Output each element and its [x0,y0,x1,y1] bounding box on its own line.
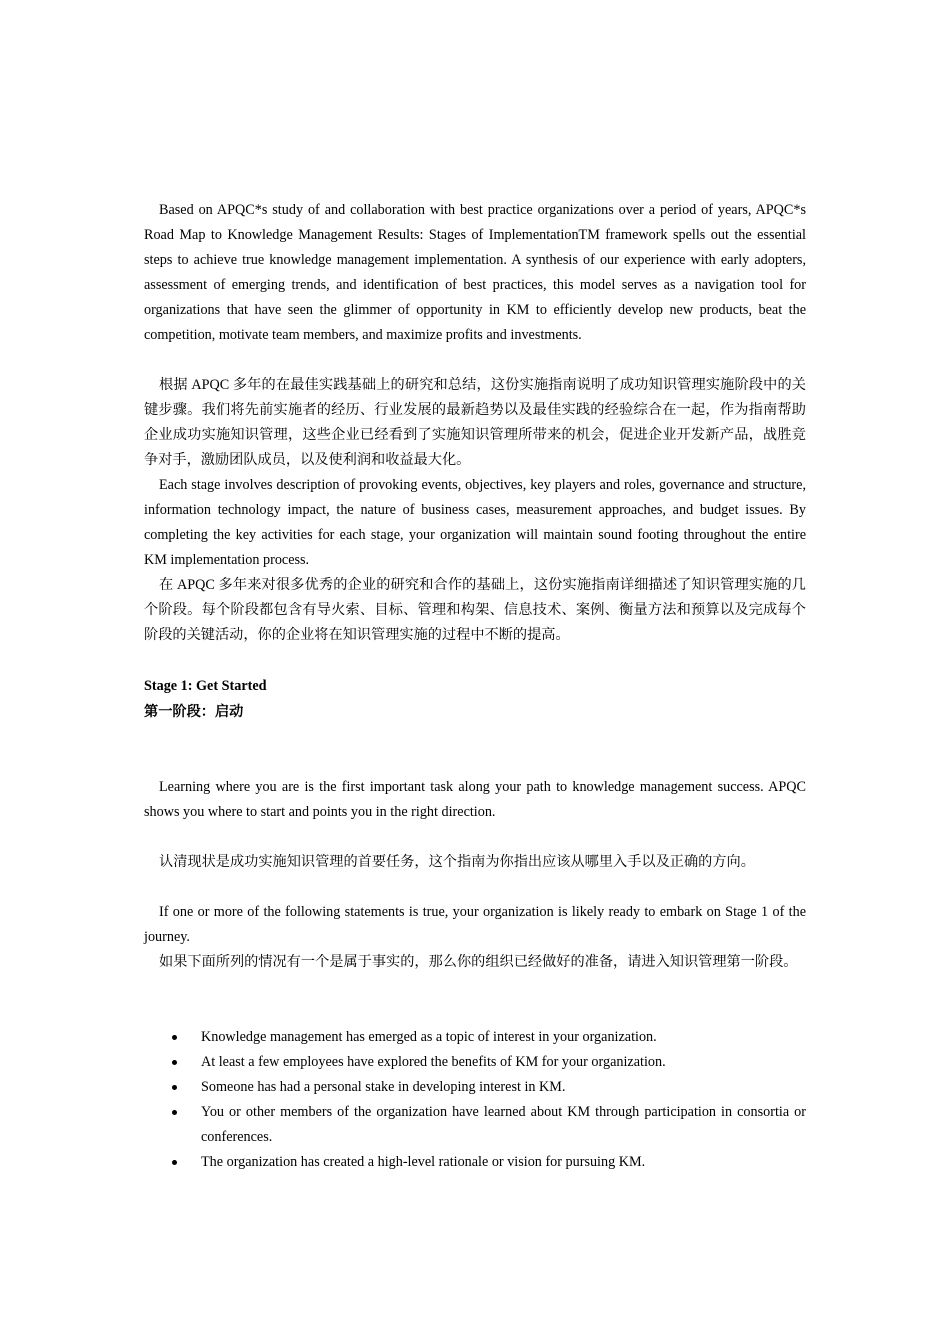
bullet-icon [172,1110,177,1115]
spacer [144,975,806,1025]
stage-description-zh: 在 APQC 多年来对很多优秀的企业的研究和合作的基础上，这份实施指南详细描述了知识管理实施的几个阶段。每个阶段都包含有导火索、目标、管理和构架、信息技术、案例、衡量方法和预算以及完成每个阶段的关键活动，你的企业将在知识管理实施的过程中不断的提高。 [144,577,806,643]
bullet-icon [172,1160,177,1165]
spacer [144,825,806,850]
bullet-icon [172,1035,177,1040]
learning-paragraph-en: Learning where you are is the first important task along your path to knowledge management success. APQC shows you where to start and points you in the right direction. [144,779,806,820]
spacer [144,725,806,775]
list-item-text: At least a few employees have explored the benefits of KM for your organization. [201,1054,666,1070]
bullet-icon [172,1060,177,1065]
spacer [144,348,806,373]
list-item [144,1050,806,1075]
spacer [144,875,806,900]
list-item-text: The organization has created a high-level rationale or vision for pursuing KM. [201,1154,646,1170]
intro-paragraph-en: Based on APQC*s study of and collaboration with best practice organizations over a period of years, APQC*s Road Map to Knowledge Management Results: Stages of ImplementationTM framework spells out the essential steps to achieve true knowledge management implementation. A synthesis of our experience with early adopters, assessment of emerging trends, and identification of best practices, this model serves as a navigation tool for organizations that have seen the glimmer of opportunity in KM to efficiently develop new products, beat the competition, motivate team members, and maximize profits and investments. [144,202,806,343]
list-item-text: You or other members of the organization have learned about KM through participation in consortia or conferences. [201,1104,806,1145]
spacer [144,648,806,673]
list-item-text: Someone has had a personal stake in developing interest in KM. [201,1079,566,1095]
list-item-text: Knowledge management has emerged as a topic of interest in your organization. [201,1029,657,1045]
document-page [144,198,806,1175]
learning-paragraph-zh: 认清现状是成功实施知识管理的首要任务，这个指南为你指出应该从哪里入手以及正确的方向。 [159,854,755,870]
stage1-heading-en: Stage 1: Get Started [144,678,267,694]
intro-paragraph-zh: 根据 APQC 多年的在最佳实践基础上的研究和总结，这份实施指南说明了成功知识管理实施阶段中的关键步骤。我们将先前实施者的经历、行业发展的最新趋势以及最佳实践的经验综合在一起，作为指南帮助企业成功实施知识管理，这些企业已经看到了实施知识管理所带来的机会，促进企业开发新产品，战胜竞争对手，激励团队成员，以及使利润和收益最大化。 [144,377,806,468]
list-item [144,1100,806,1150]
list-item [144,1150,806,1175]
bullet-icon [172,1085,177,1090]
readiness-paragraph-en: If one or more of the following statements is true, your organization is likely ready to embark on Stage 1 of the journey. [144,904,806,945]
readiness-bullet-list [144,1025,806,1175]
list-item [144,1025,806,1050]
readiness-paragraph-zh: 如果下面所列的情况有一个是属于事实的，那么你的组织已经做好的准备，请进入知识管理第一阶段。 [159,954,798,970]
stage-description-en: Each stage involves description of provoking events, objectives, key players and roles, governance and structure, information technology impact, the nature of business cases, measurement approaches, and budget issues. By completing the key activities for each stage, your organization will maintain sound footing throughout the entire KM implementation process. [144,477,806,568]
list-item [144,1075,806,1100]
stage1-heading-zh: 第一阶段：启动 [144,704,244,720]
